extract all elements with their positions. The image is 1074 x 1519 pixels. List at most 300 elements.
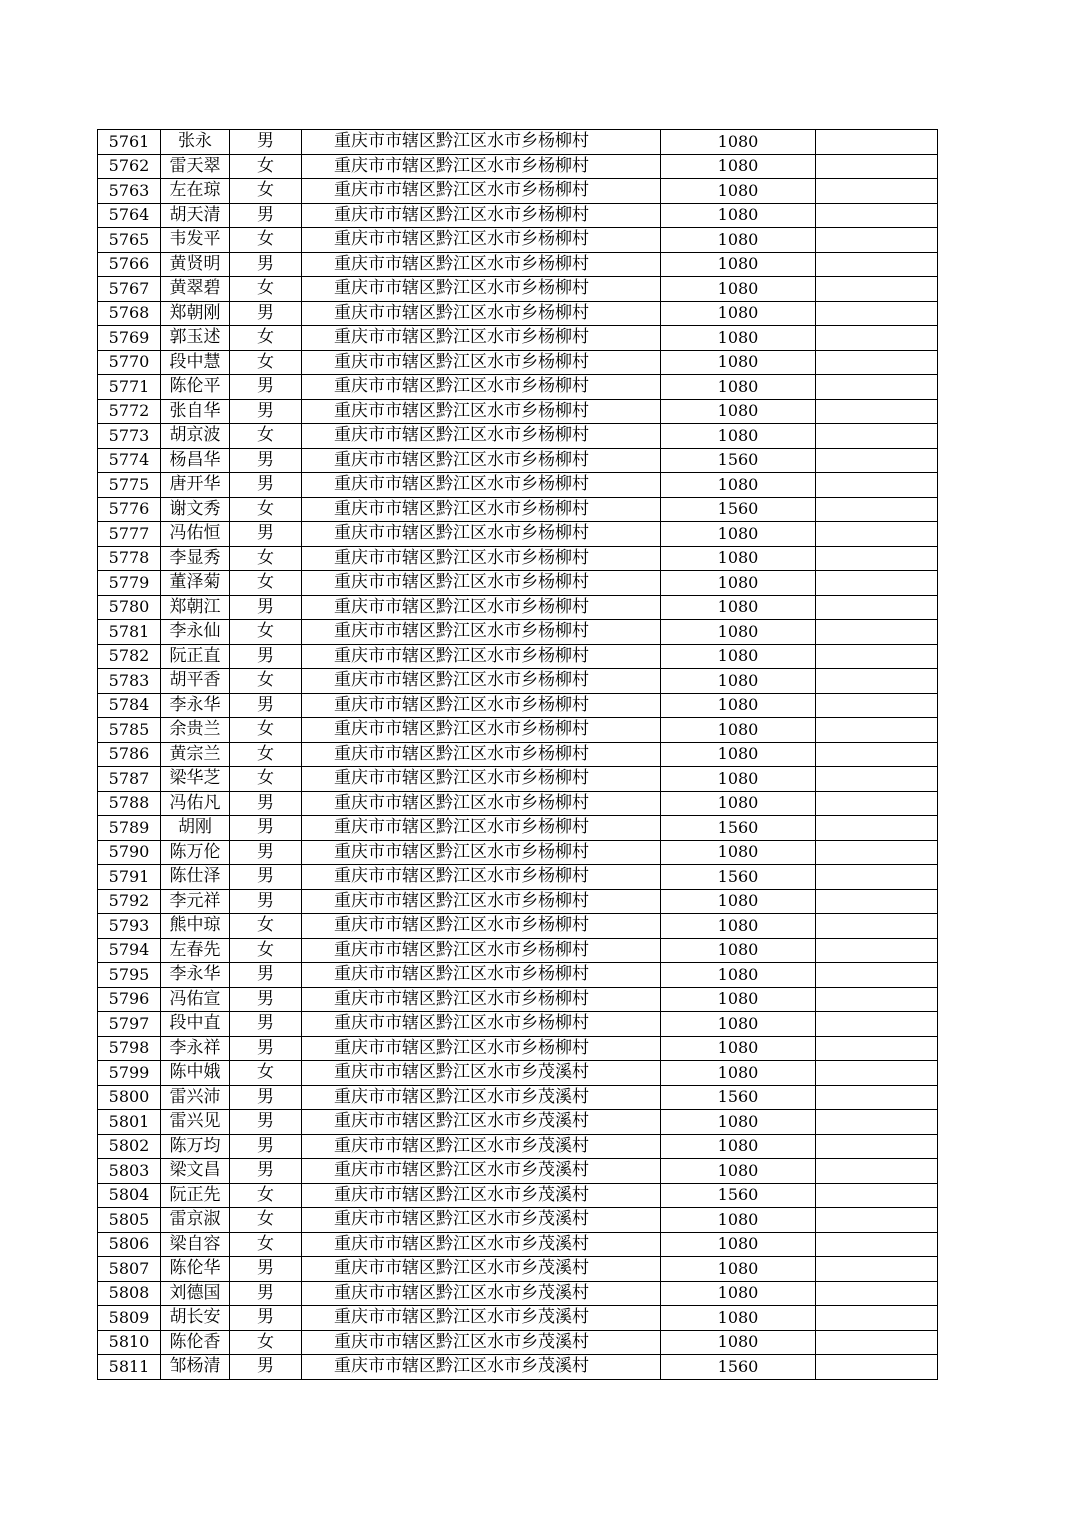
- row-id-cell: 5768: [98, 301, 161, 326]
- note-cell: [816, 1061, 938, 1086]
- address-cell: 重庆市市辖区黔江区水市乡杨柳村: [302, 963, 661, 988]
- row-id-cell: 5765: [98, 228, 161, 253]
- gender-cell: 女: [230, 767, 302, 792]
- gender-cell: 男: [230, 1085, 302, 1110]
- amount-cell: 1080: [661, 130, 816, 155]
- amount-cell: 1080: [661, 767, 816, 792]
- name-cell: 黄翠碧: [161, 277, 230, 302]
- table-row: [98, 791, 938, 816]
- name-cell: 韦发平: [161, 228, 230, 253]
- amount-cell: 1560: [661, 816, 816, 841]
- row-id-cell: 5774: [98, 448, 161, 473]
- gender-cell: 男: [230, 1281, 302, 1306]
- row-id-cell: 5770: [98, 350, 161, 375]
- amount-cell: 1080: [661, 252, 816, 277]
- name-cell: 雷兴沛: [161, 1085, 230, 1110]
- row-id-cell: 5777: [98, 522, 161, 547]
- note-cell: [816, 1036, 938, 1061]
- table-row: [98, 620, 938, 645]
- row-id-cell: 5811: [98, 1355, 161, 1380]
- address-cell: 重庆市市辖区黔江区水市乡杨柳村: [302, 399, 661, 424]
- note-cell: [816, 742, 938, 767]
- name-cell: 陈伦香: [161, 1330, 230, 1355]
- table-row: [98, 1085, 938, 1110]
- address-cell: 重庆市市辖区黔江区水市乡杨柳村: [302, 938, 661, 963]
- table-row: [98, 228, 938, 253]
- address-cell: 重庆市市辖区黔江区水市乡杨柳村: [302, 252, 661, 277]
- amount-cell: 1080: [661, 620, 816, 645]
- row-id-cell: 5795: [98, 963, 161, 988]
- note-cell: [816, 130, 938, 155]
- address-cell: 重庆市市辖区黔江区水市乡茂溪村: [302, 1355, 661, 1380]
- name-cell: 张自华: [161, 399, 230, 424]
- address-cell: 重庆市市辖区黔江区水市乡杨柳村: [302, 1036, 661, 1061]
- table-row: [98, 301, 938, 326]
- address-cell: 重庆市市辖区黔江区水市乡茂溪村: [302, 1134, 661, 1159]
- row-id-cell: 5807: [98, 1257, 161, 1282]
- amount-cell: 1080: [661, 1208, 816, 1233]
- amount-cell: 1080: [661, 228, 816, 253]
- note-cell: [816, 1330, 938, 1355]
- name-cell: 胡天清: [161, 203, 230, 228]
- name-cell: 张永: [161, 130, 230, 155]
- table-row: [98, 571, 938, 596]
- address-cell: 重庆市市辖区黔江区水市乡杨柳村: [302, 473, 661, 498]
- gender-cell: 女: [230, 228, 302, 253]
- name-cell: 冯佑凡: [161, 791, 230, 816]
- address-cell: 重庆市市辖区黔江区水市乡杨柳村: [302, 816, 661, 841]
- row-id-cell: 5778: [98, 546, 161, 571]
- address-cell: 重庆市市辖区黔江区水市乡杨柳村: [302, 889, 661, 914]
- name-cell: 李永华: [161, 963, 230, 988]
- table-row: [98, 1355, 938, 1380]
- gender-cell: 男: [230, 448, 302, 473]
- amount-cell: 1080: [661, 791, 816, 816]
- address-cell: 重庆市市辖区黔江区水市乡杨柳村: [302, 546, 661, 571]
- amount-cell: 1080: [661, 987, 816, 1012]
- amount-cell: 1080: [661, 375, 816, 400]
- row-id-cell: 5771: [98, 375, 161, 400]
- gender-cell: 男: [230, 1036, 302, 1061]
- address-cell: 重庆市市辖区黔江区水市乡茂溪村: [302, 1306, 661, 1331]
- gender-cell: 女: [230, 718, 302, 743]
- name-cell: 李永仙: [161, 620, 230, 645]
- note-cell: [816, 203, 938, 228]
- address-cell: 重庆市市辖区黔江区水市乡杨柳村: [302, 301, 661, 326]
- row-id-cell: 5810: [98, 1330, 161, 1355]
- note-cell: [816, 791, 938, 816]
- note-cell: [816, 1012, 938, 1037]
- table-row: [98, 914, 938, 939]
- amount-cell: 1560: [661, 1355, 816, 1380]
- gender-cell: 女: [230, 620, 302, 645]
- table-row: [98, 130, 938, 155]
- row-id-cell: 5775: [98, 473, 161, 498]
- name-cell: 冯佑宣: [161, 987, 230, 1012]
- note-cell: [816, 963, 938, 988]
- amount-cell: 1080: [661, 1281, 816, 1306]
- note-cell: [816, 865, 938, 890]
- gender-cell: 女: [230, 914, 302, 939]
- address-cell: 重庆市市辖区黔江区水市乡杨柳村: [302, 179, 661, 204]
- table-row: [98, 938, 938, 963]
- table-row: [98, 1159, 938, 1184]
- name-cell: 段中直: [161, 1012, 230, 1037]
- amount-cell: 1080: [661, 1012, 816, 1037]
- address-cell: 重庆市市辖区黔江区水市乡杨柳村: [302, 375, 661, 400]
- row-id-cell: 5801: [98, 1110, 161, 1135]
- row-id-cell: 5800: [98, 1085, 161, 1110]
- row-id-cell: 5786: [98, 742, 161, 767]
- gender-cell: 男: [230, 473, 302, 498]
- row-id-cell: 5796: [98, 987, 161, 1012]
- amount-cell: 1080: [661, 1257, 816, 1282]
- row-id-cell: 5792: [98, 889, 161, 914]
- name-cell: 李显秀: [161, 546, 230, 571]
- address-cell: 重庆市市辖区黔江区水市乡杨柳村: [302, 1012, 661, 1037]
- note-cell: [816, 889, 938, 914]
- note-cell: [816, 620, 938, 645]
- note-cell: [816, 718, 938, 743]
- note-cell: [816, 424, 938, 449]
- amount-cell: 1080: [661, 399, 816, 424]
- table-body: [98, 130, 938, 1380]
- note-cell: [816, 1257, 938, 1282]
- gender-cell: 男: [230, 1012, 302, 1037]
- row-id-cell: 5761: [98, 130, 161, 155]
- amount-cell: 1080: [661, 424, 816, 449]
- gender-cell: 男: [230, 644, 302, 669]
- gender-cell: 女: [230, 277, 302, 302]
- table-row: [98, 693, 938, 718]
- amount-cell: 1080: [661, 963, 816, 988]
- address-cell: 重庆市市辖区黔江区水市乡杨柳村: [302, 865, 661, 890]
- address-cell: 重庆市市辖区黔江区水市乡杨柳村: [302, 228, 661, 253]
- table-row: [98, 448, 938, 473]
- table-row: [98, 424, 938, 449]
- name-cell: 陈伦平: [161, 375, 230, 400]
- amount-cell: 1080: [661, 1306, 816, 1331]
- row-id-cell: 5788: [98, 791, 161, 816]
- name-cell: 胡平香: [161, 669, 230, 694]
- table-row: [98, 203, 938, 228]
- amount-cell: 1080: [661, 1232, 816, 1257]
- table-row: [98, 1257, 938, 1282]
- note-cell: [816, 840, 938, 865]
- gender-cell: 女: [230, 1232, 302, 1257]
- name-cell: 李永华: [161, 693, 230, 718]
- table-row: [98, 963, 938, 988]
- name-cell: 阮正先: [161, 1183, 230, 1208]
- name-cell: 陈中娥: [161, 1061, 230, 1086]
- row-id-cell: 5784: [98, 693, 161, 718]
- name-cell: 杨昌华: [161, 448, 230, 473]
- table-row: [98, 1306, 938, 1331]
- gender-cell: 男: [230, 1134, 302, 1159]
- gender-cell: 女: [230, 1061, 302, 1086]
- address-cell: 重庆市市辖区黔江区水市乡杨柳村: [302, 767, 661, 792]
- name-cell: 左在琼: [161, 179, 230, 204]
- row-id-cell: 5764: [98, 203, 161, 228]
- row-id-cell: 5781: [98, 620, 161, 645]
- name-cell: 梁华芝: [161, 767, 230, 792]
- name-cell: 谢文秀: [161, 497, 230, 522]
- name-cell: 熊中琼: [161, 914, 230, 939]
- name-cell: 胡京波: [161, 424, 230, 449]
- amount-cell: 1080: [661, 571, 816, 596]
- row-id-cell: 5797: [98, 1012, 161, 1037]
- row-id-cell: 5785: [98, 718, 161, 743]
- address-cell: 重庆市市辖区黔江区水市乡杨柳村: [302, 693, 661, 718]
- amount-cell: 1080: [661, 1134, 816, 1159]
- note-cell: [816, 497, 938, 522]
- name-cell: 梁文昌: [161, 1159, 230, 1184]
- table-row: [98, 375, 938, 400]
- gender-cell: 男: [230, 693, 302, 718]
- table-row: [98, 1110, 938, 1135]
- amount-cell: 1080: [661, 350, 816, 375]
- name-cell: 陈仕泽: [161, 865, 230, 890]
- amount-cell: 1080: [661, 1159, 816, 1184]
- note-cell: [816, 987, 938, 1012]
- note-cell: [816, 767, 938, 792]
- note-cell: [816, 277, 938, 302]
- address-cell: 重庆市市辖区黔江区水市乡杨柳村: [302, 914, 661, 939]
- name-cell: 董泽菊: [161, 571, 230, 596]
- note-cell: [816, 448, 938, 473]
- note-cell: [816, 1232, 938, 1257]
- name-cell: 刘德国: [161, 1281, 230, 1306]
- note-cell: [816, 1355, 938, 1380]
- name-cell: 雷兴见: [161, 1110, 230, 1135]
- address-cell: 重庆市市辖区黔江区水市乡茂溪村: [302, 1085, 661, 1110]
- gender-cell: 男: [230, 816, 302, 841]
- address-cell: 重庆市市辖区黔江区水市乡杨柳村: [302, 448, 661, 473]
- name-cell: 黄贤明: [161, 252, 230, 277]
- note-cell: [816, 1183, 938, 1208]
- row-id-cell: 5772: [98, 399, 161, 424]
- amount-cell: 1080: [661, 840, 816, 865]
- gender-cell: 女: [230, 179, 302, 204]
- table-row: [98, 1036, 938, 1061]
- amount-cell: 1080: [661, 179, 816, 204]
- gender-cell: 男: [230, 865, 302, 890]
- name-cell: 陈万伦: [161, 840, 230, 865]
- row-id-cell: 5809: [98, 1306, 161, 1331]
- table-row: [98, 277, 938, 302]
- row-id-cell: 5794: [98, 938, 161, 963]
- gender-cell: 男: [230, 1306, 302, 1331]
- note-cell: [816, 1085, 938, 1110]
- gender-cell: 女: [230, 546, 302, 571]
- note-cell: [816, 252, 938, 277]
- table-row: [98, 595, 938, 620]
- gender-cell: 女: [230, 154, 302, 179]
- table-row: [98, 767, 938, 792]
- amount-cell: 1080: [661, 1330, 816, 1355]
- row-id-cell: 5793: [98, 914, 161, 939]
- address-cell: 重庆市市辖区黔江区水市乡茂溪村: [302, 1208, 661, 1233]
- row-id-cell: 5783: [98, 669, 161, 694]
- amount-cell: 1080: [661, 914, 816, 939]
- address-cell: 重庆市市辖区黔江区水市乡杨柳村: [302, 522, 661, 547]
- amount-cell: 1080: [661, 473, 816, 498]
- note-cell: [816, 1306, 938, 1331]
- row-id-cell: 5776: [98, 497, 161, 522]
- note-cell: [816, 350, 938, 375]
- gender-cell: 女: [230, 1208, 302, 1233]
- note-cell: [816, 816, 938, 841]
- note-cell: [816, 1281, 938, 1306]
- row-id-cell: 5762: [98, 154, 161, 179]
- amount-cell: 1080: [661, 277, 816, 302]
- address-cell: 重庆市市辖区黔江区水市乡茂溪村: [302, 1281, 661, 1306]
- address-cell: 重庆市市辖区黔江区水市乡茂溪村: [302, 1159, 661, 1184]
- gender-cell: 男: [230, 889, 302, 914]
- address-cell: 重庆市市辖区黔江区水市乡杨柳村: [302, 742, 661, 767]
- note-cell: [816, 228, 938, 253]
- row-id-cell: 5802: [98, 1134, 161, 1159]
- gender-cell: 女: [230, 424, 302, 449]
- note-cell: [816, 546, 938, 571]
- amount-cell: 1560: [661, 448, 816, 473]
- note-cell: [816, 522, 938, 547]
- note-cell: [816, 914, 938, 939]
- gender-cell: 男: [230, 522, 302, 547]
- amount-cell: 1080: [661, 718, 816, 743]
- amount-cell: 1080: [661, 742, 816, 767]
- name-cell: 邹杨清: [161, 1355, 230, 1380]
- name-cell: 胡长安: [161, 1306, 230, 1331]
- note-cell: [816, 301, 938, 326]
- gender-cell: 女: [230, 571, 302, 596]
- note-cell: [816, 1208, 938, 1233]
- address-cell: 重庆市市辖区黔江区水市乡茂溪村: [302, 1232, 661, 1257]
- amount-cell: 1080: [661, 522, 816, 547]
- note-cell: [816, 1110, 938, 1135]
- table-row: [98, 816, 938, 841]
- row-id-cell: 5805: [98, 1208, 161, 1233]
- table-row: [98, 644, 938, 669]
- note-cell: [816, 399, 938, 424]
- table-row: [98, 399, 938, 424]
- subsidy-roster-table: [97, 129, 938, 1380]
- address-cell: 重庆市市辖区黔江区水市乡杨柳村: [302, 987, 661, 1012]
- gender-cell: 男: [230, 987, 302, 1012]
- amount-cell: 1080: [661, 1061, 816, 1086]
- note-cell: [816, 473, 938, 498]
- table-row: [98, 718, 938, 743]
- address-cell: 重庆市市辖区黔江区水市乡杨柳村: [302, 424, 661, 449]
- name-cell: 黄宗兰: [161, 742, 230, 767]
- amount-cell: 1080: [661, 154, 816, 179]
- name-cell: 梁自容: [161, 1232, 230, 1257]
- note-cell: [816, 571, 938, 596]
- note-cell: [816, 938, 938, 963]
- name-cell: 余贵兰: [161, 718, 230, 743]
- gender-cell: 女: [230, 938, 302, 963]
- note-cell: [816, 154, 938, 179]
- row-id-cell: 5779: [98, 571, 161, 596]
- amount-cell: 1080: [661, 889, 816, 914]
- name-cell: 雷天翠: [161, 154, 230, 179]
- table-row: [98, 840, 938, 865]
- note-cell: [816, 1159, 938, 1184]
- row-id-cell: 5799: [98, 1061, 161, 1086]
- name-cell: 左春先: [161, 938, 230, 963]
- row-id-cell: 5803: [98, 1159, 161, 1184]
- name-cell: 郑朝江: [161, 595, 230, 620]
- table-row: [98, 326, 938, 351]
- table-row: [98, 889, 938, 914]
- gender-cell: 男: [230, 203, 302, 228]
- row-id-cell: 5787: [98, 767, 161, 792]
- row-id-cell: 5763: [98, 179, 161, 204]
- address-cell: 重庆市市辖区黔江区水市乡杨柳村: [302, 497, 661, 522]
- gender-cell: 男: [230, 963, 302, 988]
- address-cell: 重庆市市辖区黔江区水市乡杨柳村: [302, 620, 661, 645]
- address-cell: 重庆市市辖区黔江区水市乡杨柳村: [302, 595, 661, 620]
- name-cell: 李永祥: [161, 1036, 230, 1061]
- name-cell: 冯佑恒: [161, 522, 230, 547]
- address-cell: 重庆市市辖区黔江区水市乡茂溪村: [302, 1183, 661, 1208]
- name-cell: 陈伦华: [161, 1257, 230, 1282]
- table-row: [98, 473, 938, 498]
- table-row: [98, 1208, 938, 1233]
- amount-cell: 1560: [661, 497, 816, 522]
- row-id-cell: 5798: [98, 1036, 161, 1061]
- row-id-cell: 5808: [98, 1281, 161, 1306]
- row-id-cell: 5790: [98, 840, 161, 865]
- amount-cell: 1080: [661, 203, 816, 228]
- gender-cell: 女: [230, 497, 302, 522]
- name-cell: 唐开华: [161, 473, 230, 498]
- address-cell: 重庆市市辖区黔江区水市乡杨柳村: [302, 669, 661, 694]
- address-cell: 重庆市市辖区黔江区水市乡杨柳村: [302, 277, 661, 302]
- address-cell: 重庆市市辖区黔江区水市乡杨柳村: [302, 326, 661, 351]
- gender-cell: 男: [230, 1355, 302, 1380]
- name-cell: 李元祥: [161, 889, 230, 914]
- table-row: [98, 179, 938, 204]
- row-id-cell: 5780: [98, 595, 161, 620]
- note-cell: [816, 375, 938, 400]
- address-cell: 重庆市市辖区黔江区水市乡杨柳村: [302, 718, 661, 743]
- row-id-cell: 5769: [98, 326, 161, 351]
- amount-cell: 1560: [661, 1183, 816, 1208]
- table-row: [98, 522, 938, 547]
- address-cell: 重庆市市辖区黔江区水市乡茂溪村: [302, 1061, 661, 1086]
- note-cell: [816, 669, 938, 694]
- amount-cell: 1080: [661, 301, 816, 326]
- address-cell: 重庆市市辖区黔江区水市乡杨柳村: [302, 840, 661, 865]
- row-id-cell: 5789: [98, 816, 161, 841]
- gender-cell: 男: [230, 1110, 302, 1135]
- table-row: [98, 1061, 938, 1086]
- amount-cell: 1080: [661, 1110, 816, 1135]
- name-cell: 雷京淑: [161, 1208, 230, 1233]
- table-row: [98, 154, 938, 179]
- address-cell: 重庆市市辖区黔江区水市乡杨柳村: [302, 203, 661, 228]
- gender-cell: 男: [230, 252, 302, 277]
- address-cell: 重庆市市辖区黔江区水市乡杨柳村: [302, 644, 661, 669]
- row-id-cell: 5773: [98, 424, 161, 449]
- table-row: [98, 497, 938, 522]
- table-row: [98, 1330, 938, 1355]
- amount-cell: 1080: [661, 669, 816, 694]
- table-row: [98, 669, 938, 694]
- gender-cell: 女: [230, 350, 302, 375]
- row-id-cell: 5767: [98, 277, 161, 302]
